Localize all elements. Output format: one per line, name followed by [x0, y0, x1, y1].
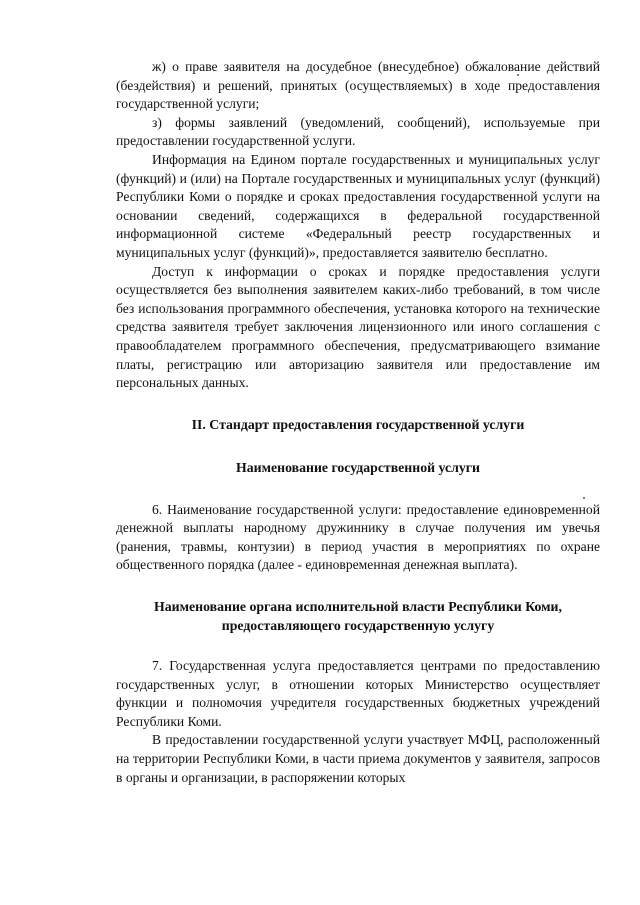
paragraph-mfc: В предоставлении государственной услуги участвует МФЦ, расположенный на территории Республики Коми, в части приема документов у заявителя, запросов в органы и организации, в распоряжении которых	[116, 732, 600, 785]
list-item-z: з) формы заявлений (уведомлений, сообщений), используемые при предоставлении государственной услуги.	[116, 114, 600, 149]
section-title: II. Стандарт предоставления государственной услуги	[191, 416, 525, 432]
document-page	[116, 58, 600, 787]
paragraph-access-info: Доступ к информации о сроках и порядке предоставления услуги осуществляется без выполнения заявителем каких-либо требований, в том числе без использования программного обеспечения, установка которого на технические средства заявителя требует заключения лицензионного или иного соглашения с правообладателем программного обеспечения, предусматривающего взимание платы, регистрацию или авторизацию заявителя или предоставление им персональных данных.	[116, 263, 600, 391]
scan-speck	[583, 497, 585, 499]
list-item-zh: ж) о праве заявителя на досудебное (внесудебное) обжалование действий (бездействия) и решений, принятых (осуществляемых) в ходе предоставления государственной услуги;	[116, 59, 600, 112]
subsection-title-authority-line2: предоставляющего государственную услугу	[221, 618, 495, 634]
paragraph-7: 7. Государственная услуга предоставляется центрами по предоставлению государственных услуг, в отношении которых Министерство осуществляет функции и полномочия учредителя государственных бюджетных учреждений Республики Коми.	[116, 658, 600, 729]
scan-speck	[517, 74, 519, 76]
subsection-title-service-name: Наименование государственной услуги	[236, 459, 480, 475]
paragraph-portal-info: Информация на Едином портале государственных и муниципальных услуг (функций) и (или) на Портале государственных и муниципальных услуг (функций) Республики Коми о порядке и сроках предоставления государственной услуги на основании сведений, содержащихся в федеральной государственной информационной системе «Федеральный реестр государственных и муниципальных услуг (функций)», предоставляется заявителю бесплатно.	[116, 151, 600, 260]
subsection-title-authority-line1: Наименование органа исполнительной власти Республики Коми,	[154, 599, 562, 615]
paragraph-6: 6. Наименование государственной услуги: предоставление единовременной денежной выплаты народному дружиннику в случае получения им увечья (ранения, травмы, контузии) в период участия в мероприятиях по охране общественного порядка (далее - единовременная денежная выплата).	[116, 501, 600, 573]
